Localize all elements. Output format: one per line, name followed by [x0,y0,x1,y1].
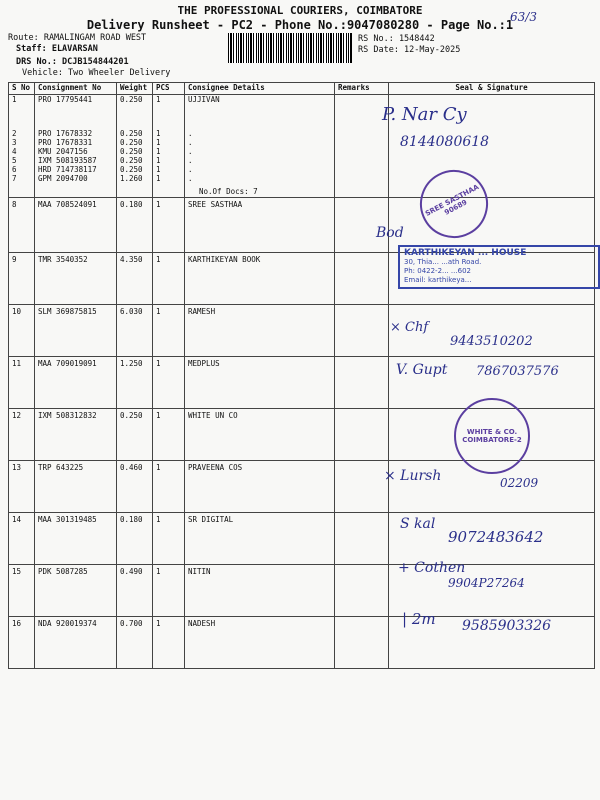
cell-sno: 3 [9,138,35,147]
route: Route: RAMALINGAM ROAD WEST [8,33,147,43]
phone-row1: 8144080618 [400,134,490,150]
cell-consignee: . [185,174,335,183]
signature-row11: V. Gupt [396,362,448,378]
col-pcs: PCS [153,83,185,95]
signature-row1: P. Nar Cy [382,104,467,125]
table-header [9,83,595,95]
drs-number: DRS No.: DCJB154844201 [16,57,129,67]
cell-weight: 0.250 [117,138,153,147]
phone-row10: 9443510202 [450,334,533,349]
phone-row15: 9904P27264 [448,576,525,590]
cell-remarks [335,95,389,130]
table-row [9,165,595,174]
cell-sno: 8 [9,198,35,253]
cell-pcs: 1 [153,174,185,183]
cell-sno: 10 [9,305,35,357]
col-sno: S No [9,83,35,95]
signature-row8: Bod [376,225,404,241]
cell-pcs: 1 [153,198,185,253]
cell-consignee: KARTHIKEYAN BOOK [185,253,335,305]
signature-row14: S kal [400,516,436,532]
runsheet-subtitle: Delivery Runsheet - PC2 - Phone No.:9047080280 - Page No.:1 [86,18,514,32]
table-row [9,147,595,156]
cell-pcs: 1 [153,617,185,669]
cell-consignee: . [185,156,335,165]
cell-weight: 0.460 [117,461,153,513]
cell-consignment: IXM 508312832 [35,409,117,461]
cell-consignee: SR DIGITAL [185,513,335,565]
cell-consignee: . [185,129,335,138]
cell-consignment: TRP 643225 [35,461,117,513]
phone-row16: 9585903326 [462,618,552,634]
karthikeyan-stamp-email: Email: karthikeya... [404,276,472,284]
cell-weight: 4.350 [117,253,153,305]
cell-pcs: 1 [153,513,185,565]
cell-consignment: MAA 709019091 [35,357,117,409]
cell-weight: 1.260 [117,174,153,183]
cell-consignee: . [185,165,335,174]
cell-sno: 13 [9,461,35,513]
cell-consignment: MAA 301319485 [35,513,117,565]
cell-consignment: PRO 17678332 [35,129,117,138]
rs-date: RS Date: 12-May-2025 [358,45,461,55]
cell-consignment: PDK 5087285 [35,565,117,617]
sasthaa-stamp: SREE SASTHAA 90689 [408,158,500,250]
cell-consignment: KMU 2047156 [35,147,117,156]
cell-consignment: HRD 714738117 [35,165,117,174]
staff: Staff: ELAVARSAN [16,44,98,54]
cell-consignee: . [185,138,335,147]
cell-sno: 16 [9,617,35,669]
table-row [9,156,595,165]
table-row [9,138,595,147]
cell-weight: 0.180 [117,198,153,253]
cell-consignee: WHITE UN CO [185,409,335,461]
cell-pcs: 1 [153,129,185,138]
docs-row [9,183,595,198]
cell-sno: 12 [9,409,35,461]
col-seal: Seal & Signature [389,83,595,95]
cell-weight: 0.250 [117,129,153,138]
cell-weight: 6.030 [117,305,153,357]
cell-consignee: NADESH [185,617,335,669]
cell-consignment: TMR 3540352 [35,253,117,305]
col-consignee: Consignee Details [185,83,335,95]
cell-pcs: 1 [153,95,185,130]
cell-sno: 6 [9,165,35,174]
cell-weight: 1.250 [117,357,153,409]
col-consignment: Consignment No [35,83,117,95]
company-title: THE PROFESSIONAL COURIERS, COIMBATORE [177,4,423,17]
phone-row13: 02209 [500,476,539,490]
col-remarks: Remarks [335,83,389,95]
karthikeyan-stamp-phone: Ph: 0422-2... ...602 [404,267,471,275]
cell-weight: 0.490 [117,565,153,617]
cell-sno: 9 [9,253,35,305]
cell-weight: 0.250 [117,95,153,130]
signature-row16: | 2m [402,610,436,628]
cell-consignment: NDA 920019374 [35,617,117,669]
cell-consignment: GPM 2094700 [35,174,117,183]
cell-pcs: 1 [153,461,185,513]
cell-pcs: 1 [153,357,185,409]
cell-sno: 11 [9,357,35,409]
cell-consignment: SLM 369875815 [35,305,117,357]
cell-weight: 0.250 [117,165,153,174]
col-weight: Weight [117,83,153,95]
cell-consignment: PRO 17795441 [35,95,117,130]
table-row [9,95,595,130]
cell-pcs: 1 [153,156,185,165]
cell-consignment: MAA 708524091 [35,198,117,253]
cell-consignee: . [185,147,335,156]
phone-row14: 9072483642 [448,528,544,546]
karthikeyan-stamp-address: 30, Thia... ...ath Road. [404,258,482,266]
cell-consignment: IXM 508193587 [35,156,117,165]
cell-weight: 0.700 [117,617,153,669]
cell-sno: 14 [9,513,35,565]
cell-sno: 7 [9,174,35,183]
karthikeyan-stamp [398,245,600,289]
cell-pcs: 1 [153,138,185,147]
cell-consignee: PRAVEENA COS [185,461,335,513]
table-row [9,174,595,183]
cell-sno: 5 [9,156,35,165]
rs-number: RS No.: 1548442 [358,34,435,44]
table-row [9,129,595,138]
table-row [9,565,595,617]
cell-weight: 0.250 [117,409,153,461]
karthikeyan-stamp-name: KARTHIKEYAN ... HOUSE [404,248,527,258]
cell-pcs: 1 [153,409,185,461]
white-co-stamp: WHITE & CO. COIMBATORE-2 [454,398,530,474]
cell-consignment: PRO 17678331 [35,138,117,147]
cell-pcs: 1 [153,147,185,156]
docs-count: No.Of Docs: 7 [185,183,335,198]
phone-row11: 7867037576 [476,364,559,379]
cell-pcs: 1 [153,565,185,617]
cell-sno: 2 [9,129,35,138]
cell-pcs: 1 [153,253,185,305]
barcode [228,33,352,63]
cell-sno: 1 [9,95,35,130]
cell-pcs: 1 [153,165,185,174]
signature-row10: × Chf [390,320,429,335]
cell-sno: 4 [9,147,35,156]
cell-consignee: NITIN [185,565,335,617]
cell-sno: 15 [9,565,35,617]
cell-consignee: RAMESH [185,305,335,357]
cell-weight: 0.180 [117,513,153,565]
cell-consignee: SREE SASTHAA [185,198,335,253]
signature-row13: × Lursh [384,468,442,484]
corner-note: 63/3 [510,10,537,24]
vehicle: Vehicle: Two Wheeler Delivery [22,68,171,78]
cell-consignee: UJJIVAN [185,95,335,130]
cell-pcs: 1 [153,305,185,357]
cell-weight: 0.250 [117,147,153,156]
cell-weight: 0.250 [117,156,153,165]
cell-consignee: MEDPLUS [185,357,335,409]
signature-row15: + Cothen [398,560,466,576]
